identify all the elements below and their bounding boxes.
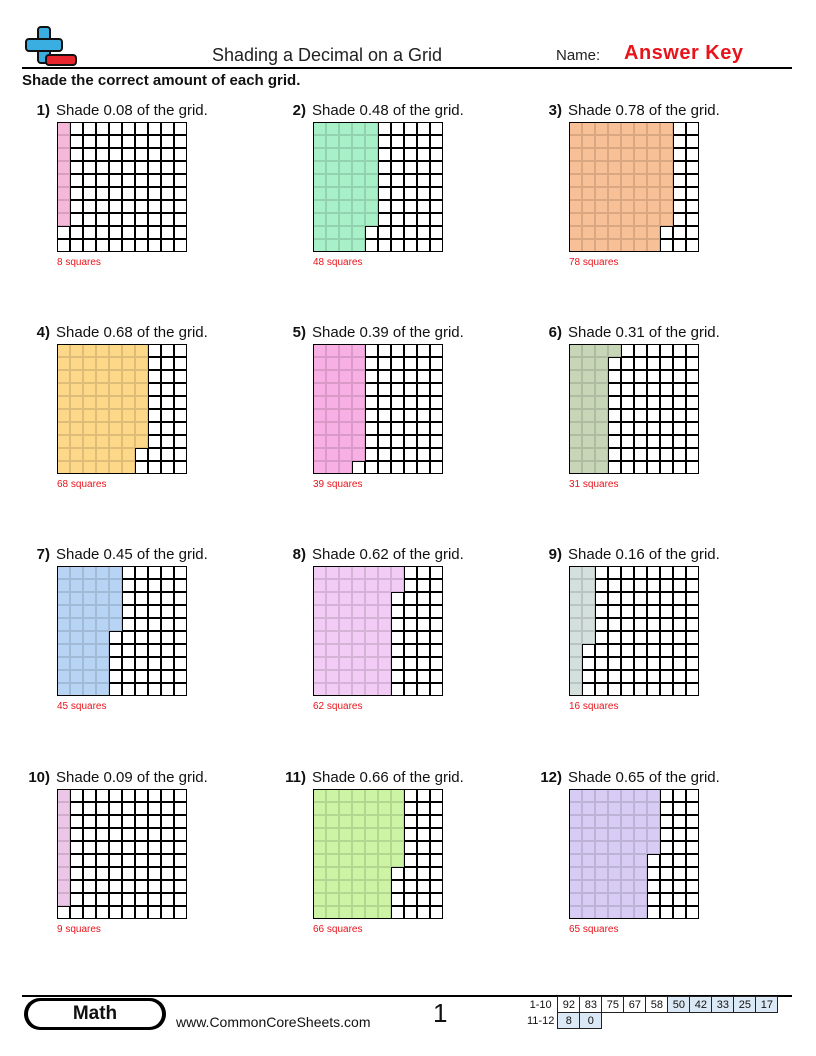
score-cell: 50: [668, 997, 690, 1013]
score-cell: 17: [756, 997, 778, 1013]
problem-number: 5): [292, 324, 306, 341]
score-cell: 25: [734, 997, 756, 1013]
hundred-grid: [57, 566, 187, 696]
problem-number: 1): [36, 102, 50, 119]
hundred-grid: [569, 344, 699, 474]
problem-prompt: Shade 0.31 of the grid.: [568, 324, 720, 341]
problem-number: 11): [285, 769, 306, 786]
score-row: [524, 997, 778, 1013]
problem-number: 6): [548, 324, 562, 341]
answer-count: 65 squares: [569, 924, 619, 935]
answer-count: 8 squares: [57, 257, 101, 268]
hundred-grid: [569, 789, 699, 919]
score-range-label: 11-12: [527, 1014, 555, 1027]
problem-4: [0, 324, 250, 514]
grid-frame: [313, 344, 443, 474]
grid-frame: [569, 789, 699, 919]
answer-count: 62 squares: [313, 701, 363, 712]
grid-frame: [313, 122, 443, 252]
score-cell: 58: [646, 997, 668, 1013]
hundred-grid: [313, 344, 443, 474]
hundred-grid: [313, 789, 443, 919]
grid-frame: [57, 122, 187, 252]
grid-frame: [569, 344, 699, 474]
answer-count: 66 squares: [313, 924, 363, 935]
page-number: 1: [433, 998, 448, 1028]
problem-prompt: Shade 0.45 of the grid.: [56, 546, 208, 563]
score-cell: 8: [558, 1013, 580, 1029]
score-row: [524, 1013, 778, 1029]
score-cell: 0: [580, 1013, 602, 1029]
header-divider: [22, 67, 792, 69]
problem-2: [256, 102, 506, 292]
problem-prompt: Shade 0.78 of the grid.: [568, 102, 720, 119]
problem-prompt: Shade 0.66 of the grid.: [312, 769, 464, 786]
problem-number: 9): [548, 546, 562, 563]
name-label: Name:: [556, 47, 601, 64]
instructions: Shade the correct amount of each grid.: [22, 72, 301, 89]
page-title: Shading a Decimal on a Grid: [211, 45, 443, 65]
problem-number: 3): [548, 102, 562, 119]
score-cell: 33: [712, 997, 734, 1013]
hundred-grid: [313, 122, 443, 252]
problem-prompt: Shade 0.62 of the grid.: [312, 546, 464, 563]
problem-8: [256, 546, 506, 736]
score-table: [524, 996, 778, 1029]
grid-frame: [569, 566, 699, 696]
problem-prompt: Shade 0.68 of the grid.: [56, 324, 208, 341]
problem-prompt: Shade 0.16 of the grid.: [568, 546, 720, 563]
problem-3: [512, 102, 762, 292]
hundred-grid: [57, 344, 187, 474]
problem-11: [256, 769, 506, 959]
problem-10: [0, 769, 250, 959]
score-cell: 75: [602, 997, 624, 1013]
problem-12: [512, 769, 762, 959]
website-link[interactable]: www.CommonCoreSheets.com: [176, 1014, 371, 1030]
problem-number: 4): [36, 324, 50, 341]
answer-count: 68 squares: [57, 479, 107, 490]
problem-number: 2): [292, 102, 306, 119]
grid-frame: [569, 122, 699, 252]
hundred-grid: [57, 122, 187, 252]
grid-frame: [313, 566, 443, 696]
subject-badge: [24, 998, 166, 1030]
answer-count: 16 squares: [569, 701, 619, 712]
score-cell: 67: [624, 997, 646, 1013]
problem-7: [0, 546, 250, 736]
hundred-grid: [57, 789, 187, 919]
grid-frame: [57, 566, 187, 696]
answer-count: 39 squares: [313, 479, 363, 490]
problem-number: 12): [540, 769, 562, 786]
score-cell: 92: [558, 997, 580, 1013]
hundred-grid: [569, 566, 699, 696]
problem-number: 7): [36, 546, 50, 563]
problem-prompt: Shade 0.65 of the grid.: [568, 769, 720, 786]
grid-frame: [57, 344, 187, 474]
answer-count: 9 squares: [57, 924, 101, 935]
problem-number: 10): [28, 769, 50, 786]
problem-5: [256, 324, 506, 514]
score-cell: 42: [690, 997, 712, 1013]
problem-prompt: Shade 0.48 of the grid.: [312, 102, 464, 119]
answer-count: 31 squares: [569, 479, 619, 490]
hundred-grid: [313, 566, 443, 696]
problem-number: 8): [292, 546, 306, 563]
problem-prompt: Shade 0.08 of the grid.: [56, 102, 208, 119]
hundred-grid: [569, 122, 699, 252]
score-range-label: 1-10: [529, 998, 552, 1011]
grid-frame: [313, 789, 443, 919]
problem-prompt: Shade 0.39 of the grid.: [312, 324, 464, 341]
answer-count: 45 squares: [57, 701, 107, 712]
answer-count: 78 squares: [569, 257, 619, 268]
answer-key-label: Answer Key: [624, 42, 744, 64]
subject-label: Math: [28, 1001, 162, 1027]
score-cell: 83: [580, 997, 602, 1013]
grid-frame: [57, 789, 187, 919]
problem-6: [512, 324, 762, 514]
problem-9: [512, 546, 762, 736]
problem-1: [0, 102, 250, 292]
answer-count: 48 squares: [313, 257, 363, 268]
problem-prompt: Shade 0.09 of the grid.: [56, 769, 208, 786]
